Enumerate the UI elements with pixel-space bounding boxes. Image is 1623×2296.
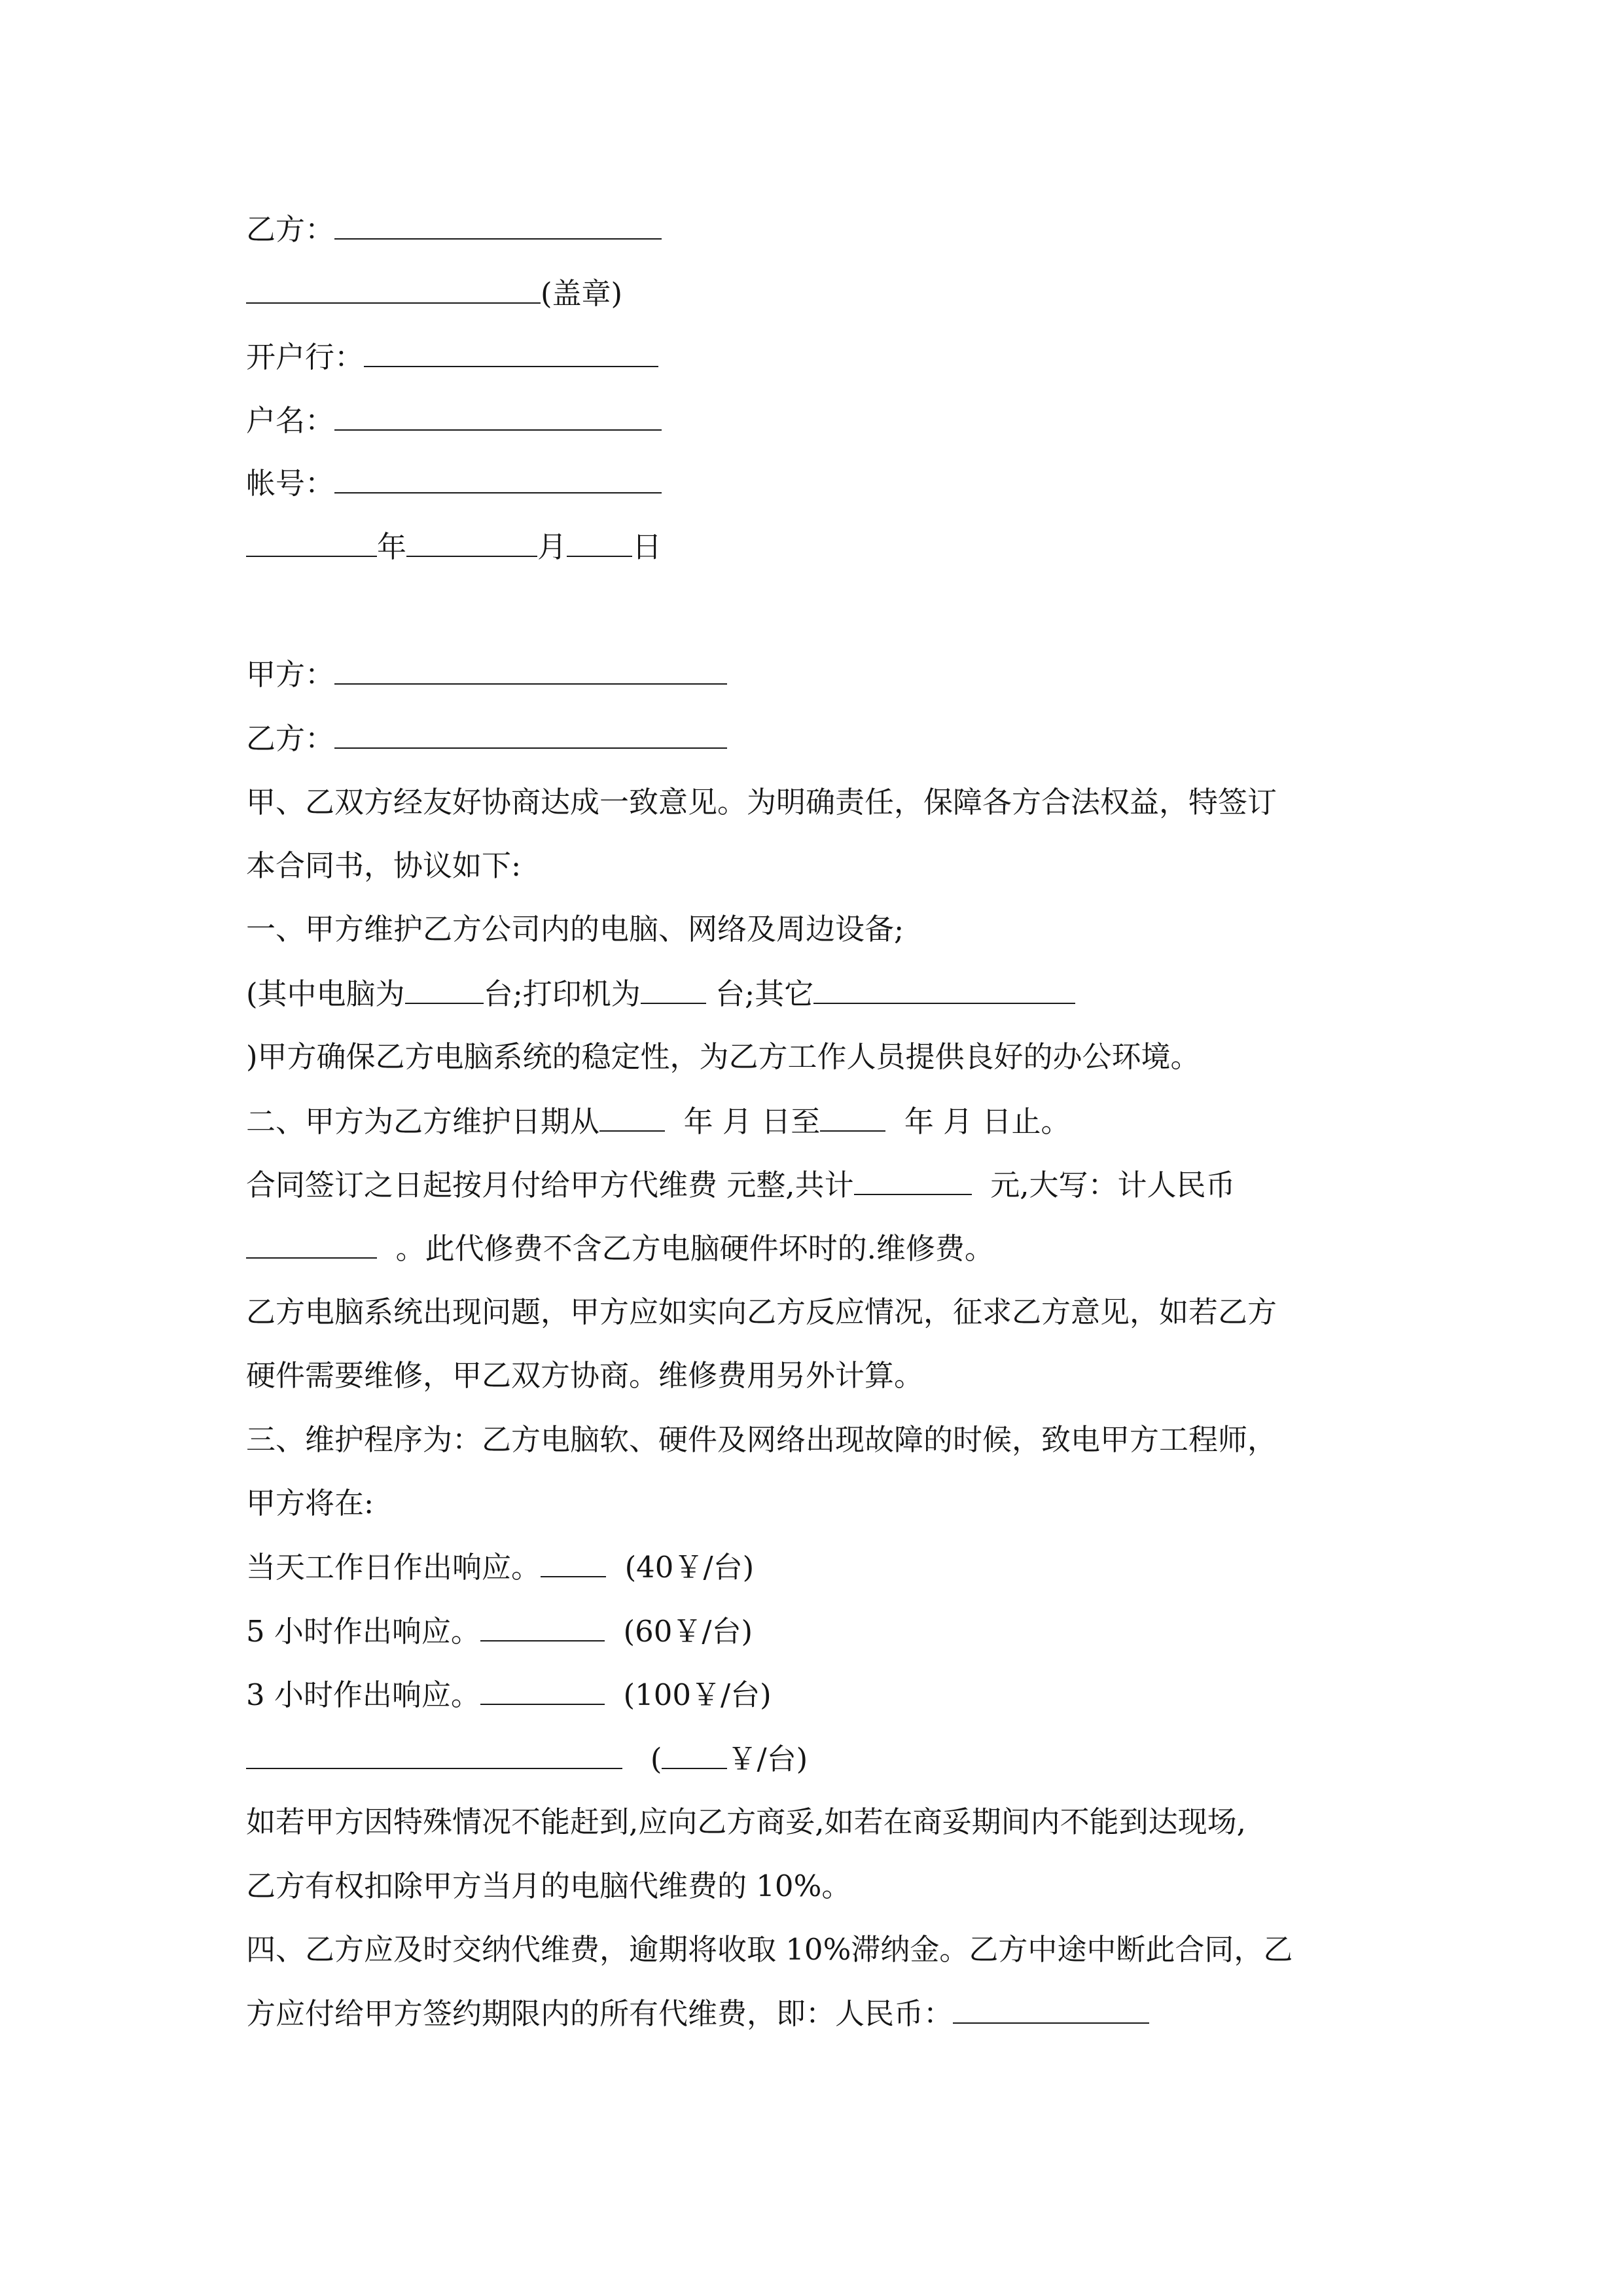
intro-line-2: 本合同书，协议如下: — [246, 848, 522, 883]
response-5h-blank[interactable] — [480, 1611, 605, 1641]
account-name-blank[interactable] — [334, 401, 662, 431]
fee-c: 。此代修费不含乙方电脑硬件坏时的.维修费。 — [395, 1231, 994, 1266]
bank-label: 开户行： — [246, 340, 365, 374]
fee-total-blank[interactable] — [854, 1165, 972, 1195]
response-same-day — [246, 1547, 1377, 1587]
response-5h-price: (60￥/台) — [623, 1614, 753, 1649]
rmb-amount-blank[interactable] — [953, 1994, 1149, 2024]
fee-b: 元,大写：计人民币 — [990, 1168, 1236, 1202]
response-5h-label: 5 小时作出响应。 — [246, 1614, 480, 1649]
account-no-blank[interactable] — [334, 463, 662, 493]
problem-line-2: 硬件需要维修，甲乙双方协商。维修费用另外计算。 — [246, 1358, 924, 1393]
special-line-1: 如若甲方因特殊情况不能赶到,应向乙方商妥,如若在商妥期间内不能到达现场, — [246, 1804, 1246, 1839]
date-month: 月 — [537, 529, 567, 564]
end-year-blank[interactable] — [820, 1102, 885, 1132]
start-year-blank[interactable] — [599, 1102, 665, 1132]
response-same-day-price: (40￥/台) — [624, 1550, 755, 1585]
party-a-line — [246, 655, 1377, 694]
other-blank[interactable] — [813, 974, 1075, 1004]
party-b-label-2: 乙方： — [246, 721, 335, 756]
date-day: 日 — [632, 529, 662, 564]
response-custom-price-blank[interactable] — [662, 1739, 727, 1769]
clause-3-line-2: 甲方将在: — [246, 1486, 374, 1520]
party-b-line-2 — [246, 719, 1377, 758]
special-line-2: 乙方有权扣除甲方当月的电脑代维费的 10%。 — [246, 1869, 851, 1903]
fee-a: 合同签订之日起按月付给甲方代维费 元整,共计 — [246, 1168, 854, 1202]
response-same-day-label: 当天工作日作出响应。 — [246, 1550, 541, 1585]
clause-1-detail — [246, 974, 1377, 1013]
year-blank[interactable] — [246, 527, 377, 557]
clause-1-detail-a: (其中电脑为 — [246, 977, 405, 1011]
clause-1-detail-c: 台;其它 — [715, 977, 814, 1011]
clause-3-line-1: 三、维护程序为：乙方电脑软、硬件及网络出现故障的时候，致电甲方工程师， — [246, 1422, 1277, 1457]
response-custom — [246, 1739, 1377, 1778]
problem-line-1: 乙方电脑系统出现问题，甲方应如实向乙方反应情况，征求乙方意见，如若乙方 — [246, 1295, 1277, 1329]
clause-4-line-2 — [246, 1994, 1377, 2033]
day-blank[interactable] — [567, 527, 632, 557]
response-5h — [246, 1611, 1377, 1651]
party-b-line — [246, 209, 1377, 249]
clause-2-c: 年 月 日止。 — [904, 1104, 1071, 1139]
seal-label: (盖章) — [541, 276, 623, 311]
clause-2-b: 年 月 日至 — [683, 1104, 821, 1139]
account-name-label: 户名： — [246, 403, 335, 438]
printer-count-blank[interactable] — [641, 974, 706, 1004]
fee-line-1 — [246, 1165, 1377, 1204]
clause-2-a: 二、甲方为乙方维护日期从 — [246, 1104, 600, 1139]
account-no-label: 帐号： — [246, 466, 335, 501]
response-3h-blank[interactable] — [480, 1675, 605, 1705]
seal-line — [246, 274, 1377, 313]
fee-line-2 — [246, 1229, 1377, 1268]
response-custom-blank[interactable] — [246, 1739, 622, 1769]
response-custom-close: ￥/台) — [727, 1742, 808, 1776]
response-3h-price: (100￥/台) — [623, 1677, 772, 1712]
party-a-label: 甲方： — [246, 657, 335, 692]
fee-uppercase-blank[interactable] — [246, 1229, 377, 1259]
account-name-line — [246, 401, 1377, 440]
party-a-blank[interactable] — [334, 655, 727, 685]
clause-1-cont: )甲方确保乙方电脑系统的稳定性，为乙方工作人员提供良好的办公环境。 — [246, 1039, 1200, 1074]
clause-1-title: 一、甲方维护乙方公司内的电脑、网络及周边设备; — [246, 912, 904, 946]
seal-blank[interactable] — [246, 274, 541, 304]
account-no-line — [246, 463, 1377, 503]
response-same-day-blank[interactable] — [541, 1547, 606, 1577]
party-b-blank-2[interactable] — [334, 719, 727, 749]
clause-4-line-1: 四、乙方应及时交纳代维费，逾期将收取 10%滞纳金。乙方中途中断此合同，乙 — [246, 1932, 1293, 1967]
intro-line-1: 甲、乙双方经友好协商达成一致意见。为明确责任，保障各方合法权益，特签订 — [246, 785, 1277, 819]
response-3h — [246, 1675, 1377, 1714]
response-custom-open: ( — [650, 1742, 662, 1776]
date-line — [246, 527, 1377, 566]
month-blank[interactable] — [406, 527, 537, 557]
bank-line — [246, 337, 1377, 376]
party-b-blank[interactable] — [334, 209, 662, 240]
clause-4-line-2-text: 方应付给甲方签约期限内的所有代维费，即：人民币： — [246, 1996, 954, 2031]
computer-count-blank[interactable] — [405, 974, 484, 1004]
clause-1-detail-b: 台;打印机为 — [483, 977, 641, 1011]
party-b-label: 乙方： — [246, 212, 335, 247]
clause-2 — [246, 1102, 1377, 1141]
bank-blank[interactable] — [364, 337, 658, 367]
response-3h-label: 3 小时作出响应。 — [246, 1677, 480, 1712]
date-year: 年 — [377, 529, 407, 564]
